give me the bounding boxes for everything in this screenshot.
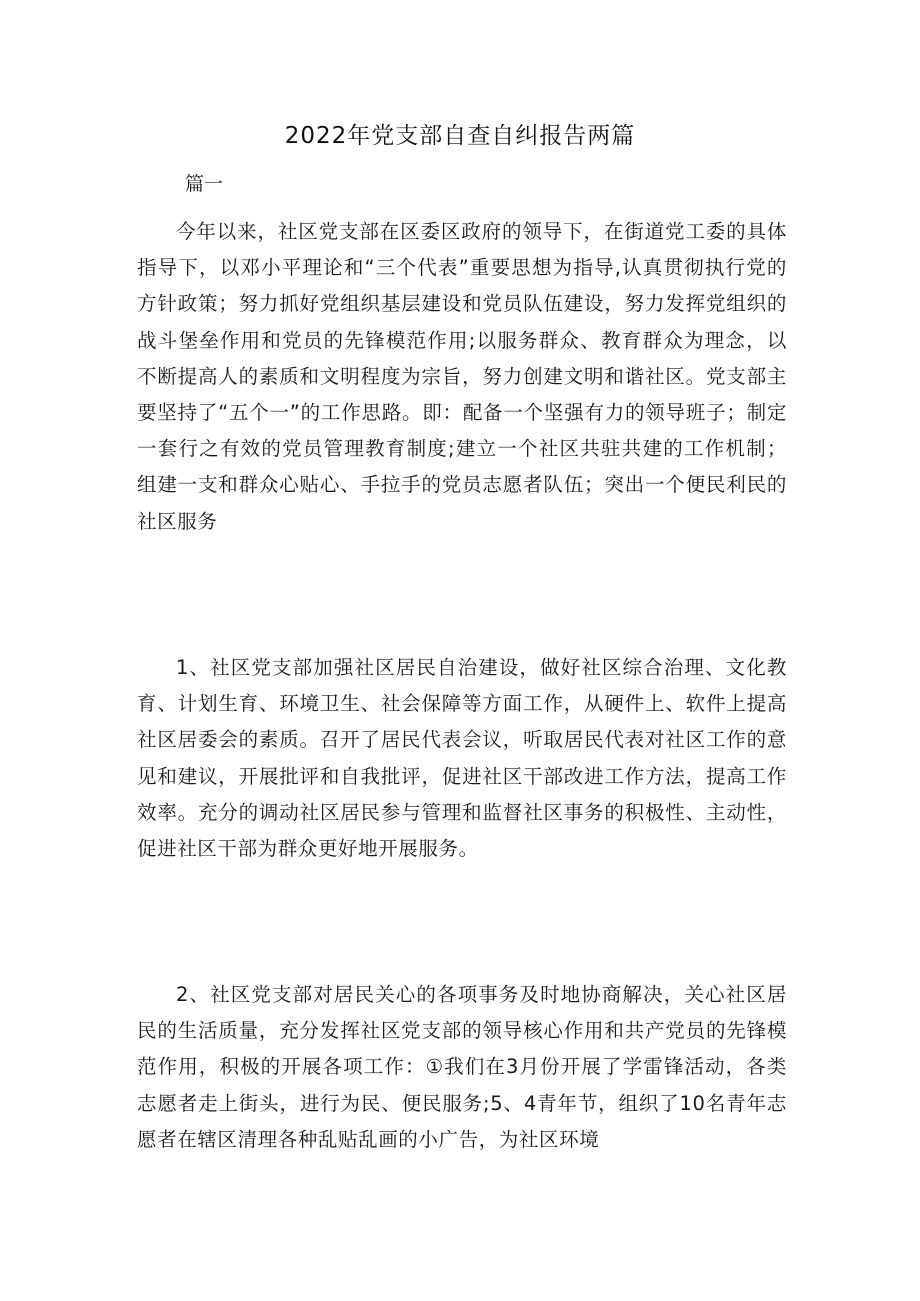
paragraph-item-2: 2、社区党支部对居民关心的各项事务及时地协商解决，关心社区居民的生活质量，充分发挥社区党支部的领导核心作用和共产党员的先锋模范作用，积极的开展各项工作：①我们在3月份开展了学雷锋活动，各类志愿者走上街头，进行为民、便民服务;5、4青年节，组织了10名青年志愿者在辖区清理各种乱贴乱画的小广告，为社区环境: [137, 983, 787, 1151]
section-heading: 篇一: [185, 173, 224, 195]
paragraph-intro: 今年以来，社区党支部在区委区政府的领导下，在街道党工委的具体指导下，以邓小平理论和“三个代表”重要思想为指导,认真贯彻执行党的方针政策；努力抓好党组织基层建设和党员队伍建设，努力发挥党组织的战斗堡垒作用和党员的先锋模范作用;以服务群众、教育群众为理念，以不断提高人的素质和文明程度为宗旨，努力创建文明和谐社区。党支部主要坚持了“五个一”的工作思路。即：配备一个坚强有力的领导班子；制定一套行之有效的党员管理教育制度;建立一个社区共驻共建的工作机制；组建一支和群众心贴心、手拉手的党员志愿者队伍；突出一个便民利民的社区服务: [137, 220, 787, 533]
paragraph-item-1: 1、社区党支部加强社区居民自治建设，做好社区综合治理、文化教育、计划生育、环境卫生、社会保障等方面工作，从硬件上、软件上提高社区居委会的素质。召开了居民代表会议，听取居民代表对社区工作的意见和建议，开展批评和自我批评，促进社区干部改进工作方法，提高工作效率。充分的调动社区居民参与管理和监督社区事务的积极性、主动性，促进社区干部为群众更好地开展服务。: [137, 656, 787, 861]
document-title: 2022年党支部自查自纠报告两篇: [284, 123, 636, 149]
